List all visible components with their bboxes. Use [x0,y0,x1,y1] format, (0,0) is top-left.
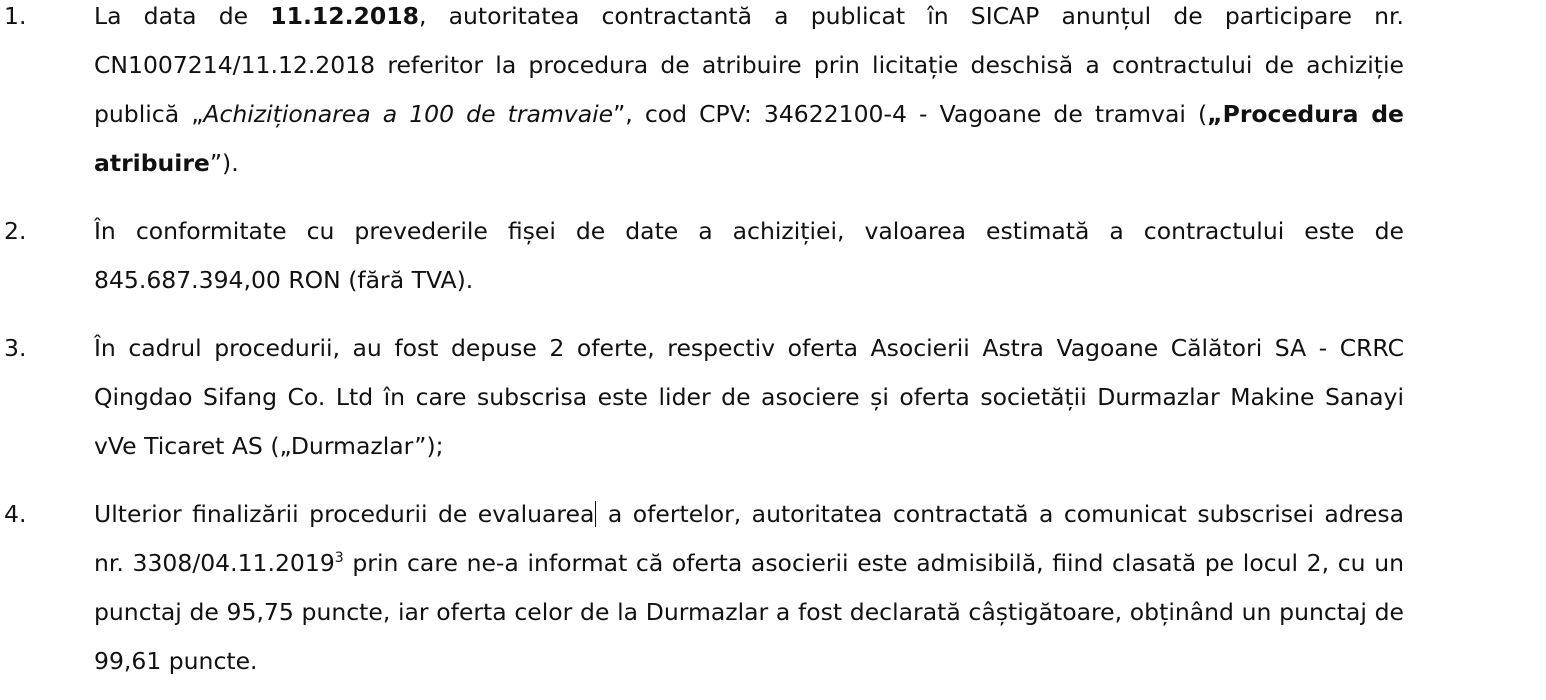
list-number: 1. [4,2,27,30]
text-run: La data de [94,2,271,30]
date-bold: 11.12.2018 [270,2,419,30]
contract-title-italic: Achiziționarea a 100 de tramvaie [203,100,614,128]
text-run: a ofertelor, autoritatea contractată a comunicat subscrisei adresa nr. 3308/04.11.2019 [94,500,1404,577]
text-run: ”, cod CPV: 34622100-4 - Vagoane de tramvai ( [613,100,1208,128]
text-run: , autoritatea contractantă a publicat în SICAP anunțul de participare nr. CN1007214/11.12.2018 referitor la procedura de atribuire prin licitație deschisă a contractului de achiziție publică „ [94,2,1404,128]
paragraph-text [94,324,1404,471]
text-run: În conformitate cu prevederile fișei de date a achiziției, valoarea estimată a contractului este de 845.687.394,00 RON (fără TVA). [94,217,1404,294]
footnote-reference[interactable]: 3 [334,550,344,567]
paragraph-text [94,207,1404,305]
paragraph-text[interactable] [94,490,1404,686]
list-number: 4. [4,500,27,528]
text-run: Ulterior finalizării procedurii de evaluarea [94,500,595,528]
list-number: 2. [4,217,27,245]
text-run: prin care ne-a informat că oferta asocierii este admisibilă, fiind clasată pe locul 2, cu un punctaj de 95,75 puncte, iar oferta celor de la Durmazlar a fost declarată câștigătoare, obținând un punctaj de 99,61 puncte. [94,549,1404,675]
paragraph-text [94,0,1404,188]
list-number: 3. [4,334,27,362]
text-run: În cadrul procedurii, au fost depuse 2 oferte, respectiv oferta Asocierii Astra Vagoane Călători SA - CRRC Qingdao Sifang Co. Ltd în care subscrisa este lider de asociere și oferta societății Durmazlar Makine Sanayi vVe Ticaret AS („Durmazlar”); [94,334,1404,460]
defined-term-bold: „Procedura de atribuire [94,100,1404,177]
text-run: ”). [209,149,239,177]
